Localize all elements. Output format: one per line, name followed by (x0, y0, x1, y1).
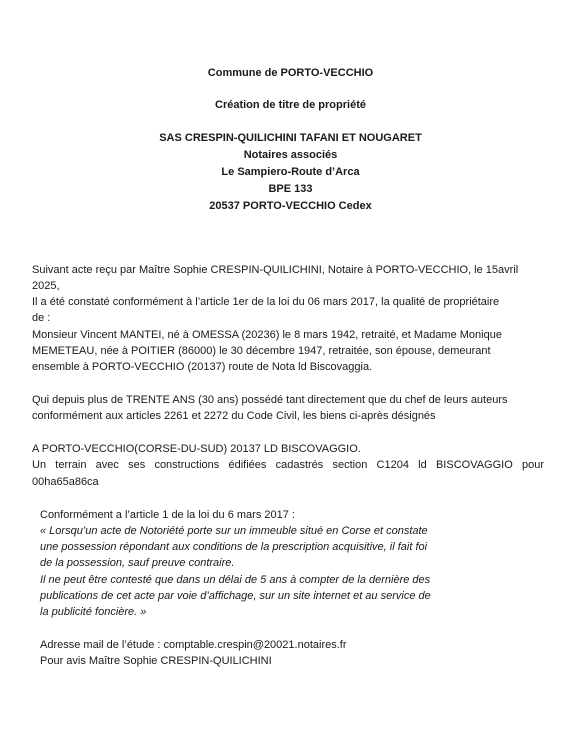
quote-line-1: « Lorsqu’un acte de Notoriété porte sur un immeuble situé en Corse et constate (40, 525, 428, 537)
commune-heading: Commune de PORTO-VECCHIO (207, 67, 374, 79)
paragraph-1-line-1: Suivant acte reçu par Maître Sophie CRESPIN-QUILICHINI, Notaire à PORTO-VECCHIO, le 15avril (32, 264, 519, 276)
office-subtitle: Notaires associés (243, 149, 338, 161)
paragraph-1-line-5: Monsieur Vincent MANTEI, né à OMESSA (20236) le 8 mars 1942, retraité, et Madame Monique (32, 329, 502, 341)
quote-line-3: de la possession, sauf preuve contraire. (40, 557, 235, 569)
law-reference-intro: Conformément a l’article 1 de la loi du 6 mars 2017 : (40, 509, 295, 521)
office-address-box: BPE 133 (268, 183, 313, 195)
document-title: Création de titre de propriété (215, 99, 366, 111)
paragraph-2-line-1: Qui depuis plus de TRENTE ANS (30 ans) possédé tant directement que du chef de leurs auteurs (32, 394, 508, 406)
quote-line-5: publications de cet acte par voie d’affichage, sur un site internet et au service de (40, 590, 431, 602)
paragraph-1-line-4: de : (32, 312, 51, 324)
office-email: Adresse mail de l’étude : comptable.crespin@20021.notaires.fr (40, 639, 347, 651)
quote-line-4: Il ne peut être contesté que dans un délai de 5 ans à compter de la dernière des (40, 574, 431, 586)
office-name: SAS CRESPIN-QUILICHINI TAFANI ET NOUGARET (159, 132, 422, 144)
paragraph-1-line-3: Il a été constaté conformément à l’article 1er de la loi du 06 mars 2017, la qualité de propriétaire (32, 296, 500, 308)
office-address-street: Le Sampiero-Route d’Arca (221, 166, 360, 178)
property-location: A PORTO-VECCHIO(CORSE-DU-SUD) 20137 LD BISCOVAGGIO. (32, 443, 361, 455)
property-description: Un terrain avec ses constructions édifiées cadastrés section C1204 ld BISCOVAGGIO pour 00ha65a86ca (32, 459, 544, 488)
signature-line: Pour avis Maître Sophie CRESPIN-QUILICHINI (40, 655, 272, 667)
paragraph-2-line-2: conformément aux articles 2261 et 2272 du Code Civil, les biens ci-après désignés (32, 410, 436, 422)
paragraph-1-line-7: ensemble à PORTO-VECCHIO (20137) route de Nota ld Biscovaggia. (32, 361, 373, 373)
quote-line-2: une possession répondant aux conditions de la prescription acquisitive, il fait foi (40, 541, 428, 553)
office-address-city: 20537 PORTO-VECCHIO Cedex (209, 200, 372, 212)
paragraph-1-line-6: MEMETEAU, née à POITIER (86000) le 30 décembre 1947, retraitée, son épouse, demeurant (32, 345, 491, 357)
paragraph-1-line-2: 2025, (32, 280, 60, 292)
quote-line-6: la publicité foncière. » (40, 606, 147, 618)
